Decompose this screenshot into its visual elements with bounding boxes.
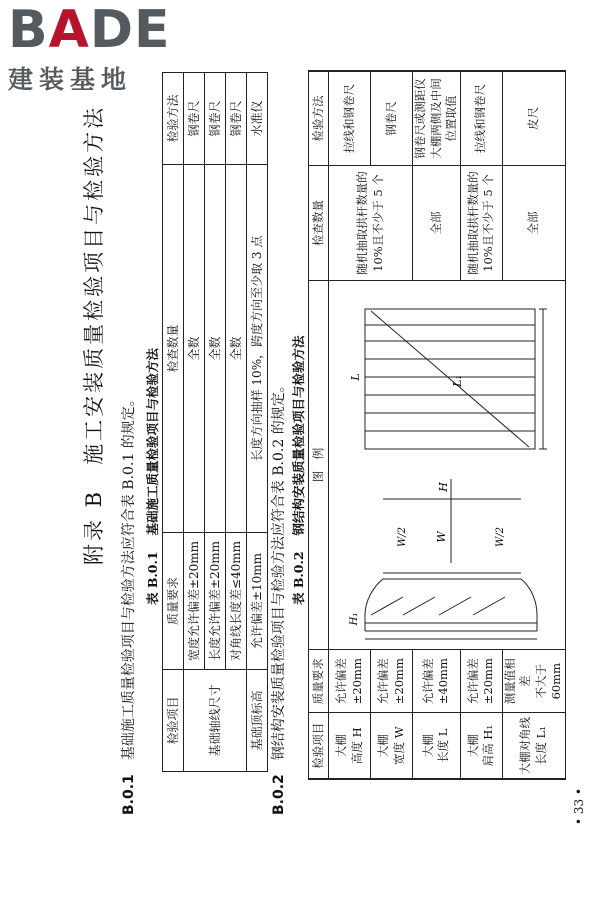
- logo-wordmark: BADE: [8, 0, 171, 60]
- header-cell: 检查数量: [163, 165, 184, 533]
- requirement-cell: 宽度允许偏差±20mm: [184, 533, 205, 670]
- item-line: 高度 H: [349, 727, 364, 765]
- requirement-cell: [502, 649, 565, 712]
- item-cell: [502, 713, 565, 779]
- header-cell: 检验项目: [309, 713, 329, 779]
- requirement-line: ±40mm: [436, 658, 451, 705]
- method-cell: 水准仪: [247, 73, 268, 165]
- requirement-cell: [413, 649, 461, 712]
- method-cell: 钢卷尺或测距仪大棚两侧及中间位置取值: [413, 71, 461, 166]
- group-label-cell: 基础轴线尺寸: [184, 670, 247, 772]
- section-b02-number: B.0.2: [271, 774, 287, 815]
- table-row: [329, 71, 371, 779]
- item-line: 大棚对角线: [518, 716, 533, 775]
- requirement-cell: [371, 649, 413, 712]
- method-cell: 拉线和钢卷尺: [460, 71, 502, 166]
- label-H1: H₁: [348, 612, 360, 626]
- label-W-half-left: W/2: [396, 526, 408, 547]
- header-cell: 检验项目: [163, 670, 184, 772]
- item-line: 大棚: [420, 734, 435, 758]
- requirement-cell: 长度允许偏差±20mm: [205, 533, 226, 670]
- requirement-line: ±20mm: [349, 658, 364, 705]
- requirement-cell: 允许偏差±10mm: [247, 533, 268, 670]
- method-cell: 拉线和钢卷尺: [329, 71, 371, 166]
- section-b01: [118, 392, 138, 815]
- quantity-cell: 全数: [226, 165, 247, 533]
- item-cell: [413, 713, 461, 779]
- table-header-row: [309, 71, 329, 779]
- quantity-cell: 随机抽取拱杆数量的 10%且不少于 5 个: [460, 166, 502, 281]
- item-line: 长度 L₁: [533, 726, 548, 766]
- requirement-line: 允许偏差: [375, 658, 390, 705]
- requirement-line: 允许偏差: [465, 658, 480, 705]
- page-number: • 33 •: [572, 787, 586, 825]
- table-b02: [308, 70, 566, 780]
- table-row: [205, 73, 226, 772]
- requirement-line: 允许偏差: [420, 658, 435, 705]
- header-cell: 检验方法: [163, 73, 184, 165]
- quantity-cell: 全数: [205, 165, 226, 533]
- item-line: 大棚: [375, 734, 390, 758]
- requirement-line: ±20mm: [481, 658, 496, 705]
- header-cell: 检验方法: [309, 71, 329, 166]
- figure-cell: [329, 280, 566, 649]
- item-line: 大棚: [333, 734, 348, 758]
- greenhouse-diagram: [343, 281, 551, 649]
- header-cell: 检查数量: [309, 166, 329, 281]
- table-b02-number: 表 B.0.2: [291, 551, 306, 605]
- quantity-cell: 全部: [413, 166, 461, 281]
- method-cell: 皮尺: [502, 71, 565, 166]
- requirement-cell: 对角线长度差≤40mm: [226, 533, 247, 670]
- table-row: [247, 73, 268, 772]
- section-b01-text: 基础施工质量检验项目与检验方法应符合表 B.0.1 的规定。: [121, 392, 137, 761]
- table-b01: [162, 72, 268, 772]
- header-cell: 质量要求: [309, 649, 329, 712]
- table-header-row: [163, 73, 184, 772]
- requirement-cell: [460, 649, 502, 712]
- requirement-cell: [329, 649, 371, 712]
- item-cell: 基础顶标高: [247, 670, 268, 772]
- item-line: 长度 L: [436, 728, 451, 763]
- item-line: 大棚: [465, 734, 480, 758]
- header-cell: 质量要求: [163, 533, 184, 670]
- quantity-cell: 全部: [502, 166, 565, 281]
- quantity-cell: 随机抽取拱杆数量的 10%且不少于 5 个: [329, 166, 413, 281]
- section-b01-number: B.0.1: [121, 774, 137, 815]
- label-H: H: [436, 482, 450, 492]
- label-L: L: [348, 373, 362, 381]
- section-b02-text: 钢结构安装质量检验项目与检验方法应符合表 B.0.2 的规定。: [271, 378, 287, 761]
- item-cell: [460, 713, 502, 779]
- method-cell: 钢卷尺: [226, 73, 247, 165]
- table-row: [226, 73, 247, 772]
- section-b02: [268, 378, 288, 815]
- requirement-line: 测量值相差: [502, 658, 533, 705]
- table-b02-caption: [289, 335, 307, 605]
- table-b01-caption: [143, 348, 161, 605]
- header-cell: 图 例: [309, 280, 329, 649]
- table-b01-title: 基础施工质量检验项目与检验方法: [145, 347, 160, 536]
- quantity-cell: 全数: [184, 165, 205, 533]
- item-cell: [371, 713, 413, 779]
- requirement-line: ±20mm: [391, 658, 406, 705]
- method-cell: 钢卷尺: [371, 71, 413, 166]
- label-L1: L₁: [450, 375, 464, 387]
- table-b01-number: 表 B.0.1: [145, 551, 160, 605]
- label-W: W: [434, 531, 448, 543]
- requirement-line: 不大于 60mm: [533, 662, 564, 700]
- quantity-cell: 长度方向抽样 10%，跨度方向至少取 3 点: [247, 165, 268, 533]
- logo-subtitle: 建装基地: [8, 65, 133, 94]
- requirement-line: 允许偏差: [333, 658, 348, 705]
- method-cell: 钢卷尺: [184, 73, 205, 165]
- appendix-title: 附录 B 施工安装质量检验项目与检验方法: [82, 104, 106, 565]
- method-cell: 钢卷尺: [205, 73, 226, 165]
- table-row: [184, 73, 205, 772]
- item-cell: [329, 713, 371, 779]
- item-line: 肩高 H₁: [481, 725, 496, 767]
- table-b02-title: 钢结构安装质量检验项目与检验方法: [291, 335, 306, 536]
- label-W-half-right: W/2: [494, 526, 506, 547]
- item-line: 宽度 W: [391, 726, 406, 765]
